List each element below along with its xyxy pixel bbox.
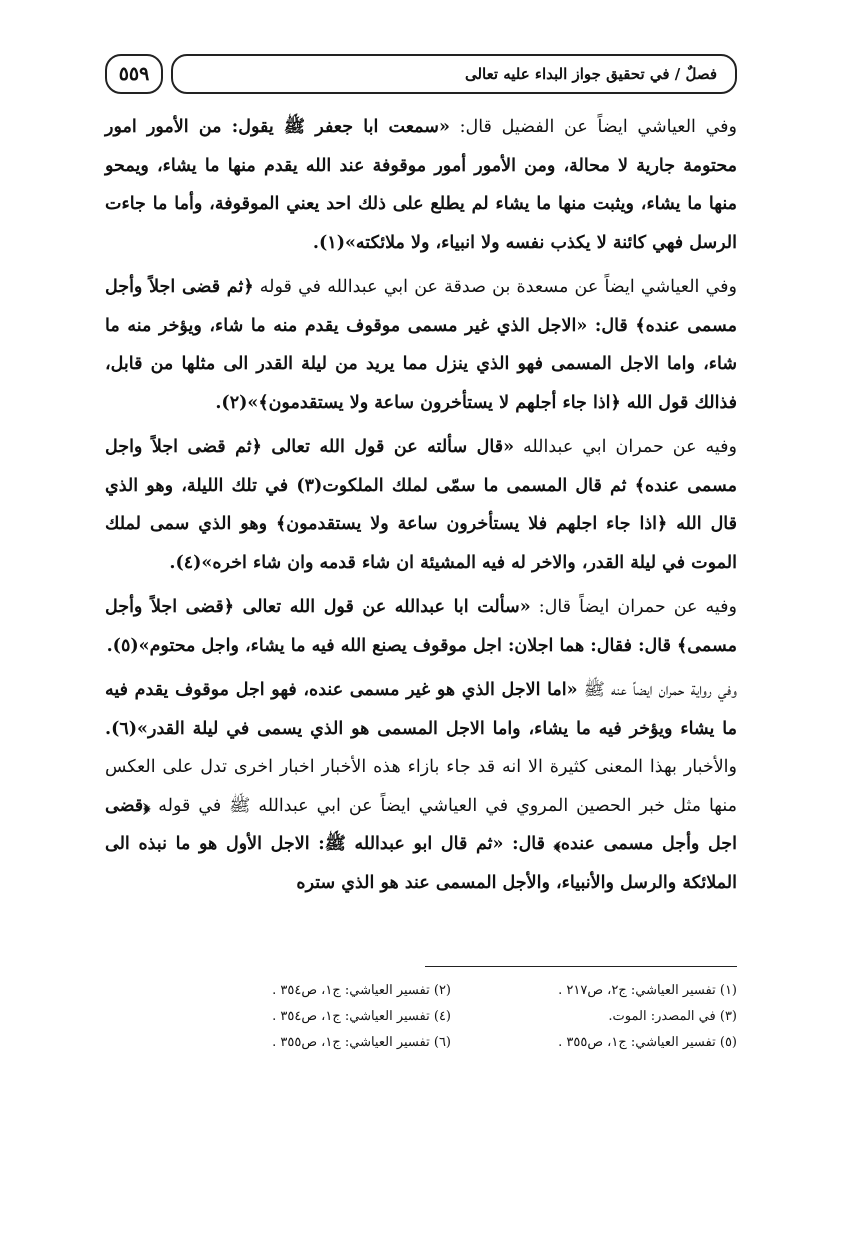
paragraph-3 [105, 428, 737, 582]
footnote-1: (١) تفسير العياشي: ج٢، ص٢١٧ . [558, 983, 737, 998]
paragraph-5 [105, 671, 737, 902]
footnote-separator [425, 966, 737, 967]
hadith-quote: «قال سألته عن قول الله تعالى ﴿ثم قضى اجلاً واجل مسمى عنده﴾ ثم قال المسمى ما سمّى لملك الملكوت(٣) في تلك الليلة، وهو الذي قال الله ﴿اذا جاء اجلهم فلا يستأخرون ساعة ولا يستقدمون﴾ وهو الذي سمى لملك الموت في ليلة القدر، والاخر له فيه المشيئة ان شاء قدمه وان شاء اخره»(٤). [105, 437, 737, 573]
running-header [105, 54, 737, 98]
hadith-quote-2: ﴿قضى اجل وأجل مسمى عنده﴾ قال: «ثم قال ابو عبدالله ﷺ: الاجل الأول هو ما نبذه الى الملائكة والرسل والأنبياء، والأجل المسمى عند هو الذي ستره [105, 795, 737, 893]
footnotes [225, 980, 737, 1054]
footnote-3: (٣) في المصدر: الموت. [608, 1009, 737, 1024]
footnote-6: (٦) تفسير العياشي: ج١، ص٣٥٥ . [272, 1035, 451, 1050]
hadith-quote: ﴿ثم قضى اجلاً وأجل مسمى عنده﴾ قال: «الاجل الذي غير مسمى موقوف يقدم منه ما شاء، ويؤخر منه ما شاء، واما الاجل المسمى فهو الذي ينزل مما يريد من ليلة القدر الى مثلها من قابل، فذالك قول الله ﴿اذا جاء أجلهم لا يستأخرون ساعة ولا يستقدمون﴾»(٢). [105, 277, 737, 413]
paragraph-2 [105, 268, 737, 422]
paragraph-lead: وفيه عن حمران ايضاً قال: [530, 597, 737, 617]
paragraph-lead: وفي العياشي ايضاً عن الفضيل قال: [449, 117, 737, 137]
paragraph-lead: وفي رواية حمران ايضاً عنه ﷺ [577, 680, 737, 700]
paragraph-lead: وفي العياشي ايضاً عن مسعدة بن صدقة عن ابي عبدالله في قوله [253, 277, 737, 297]
paragraph-tail: والأخبار بهذا المعنى كثيرة الا انه قد جاء بازاء هذه الأخبار اخبار اخرى تدل على العكس منها مثل خبر الحصين المروي في العياشي ايضاً عن ابي عبدالله ﷺ في قوله [105, 757, 737, 816]
chapter-title: فصلٌ / في تحقيق جواز البداء عليه تعالى [171, 54, 737, 94]
paragraph-1 [105, 108, 737, 262]
hadith-quote: «اما الاجل الذي هو غير مسمى عنده، فهو اجل موقوف يقدم فيه ما يشاء ويؤخر فيه ما يشاء، واما الاجل المسمى هو الذي يسمى في ليلة القدر»(٦). [105, 680, 737, 739]
paragraph-4 [105, 588, 737, 665]
footnote-2: (٢) تفسير العياشي: ج١، ص٣٥٤ . [272, 983, 451, 998]
footnote-5: (٥) تفسير العياشي: ج١، ص٣٥٥ . [558, 1035, 737, 1050]
paragraph-lead: وفيه عن حمران ابي عبدالله [514, 437, 737, 457]
page-number: ٥٥٩ [105, 54, 163, 94]
footnote-4: (٤) تفسير العياشي: ج١، ص٣٥٤ . [272, 1009, 451, 1024]
hadith-quote: «سمعت ابا جعفر ﷺ يقول: من الأمور امور محتومة جارية لا محالة، ومن الأمور أمور موقوفة عند الله يقدم منها ما يشاء، ويمحو منها ما يشاء، ويثبت منها ما يشاء لم يطلع على ذلك احد يعني الموقوفة، وأما ما جاءت الرسل فهي كائنة لا يكذب نفسه ولا انبياء، ولا ملائكته»(١). [105, 117, 737, 253]
main-text [105, 108, 737, 902]
hadith-quote: «سألت ابا عبدالله عن قول الله تعالى ﴿قضى اجلاً وأجل مسمى﴾ قال: فقال: هما اجلان: اجل موقوف يصنع الله فيه ما يشاء، واجل محتوم»(٥). [105, 597, 737, 656]
